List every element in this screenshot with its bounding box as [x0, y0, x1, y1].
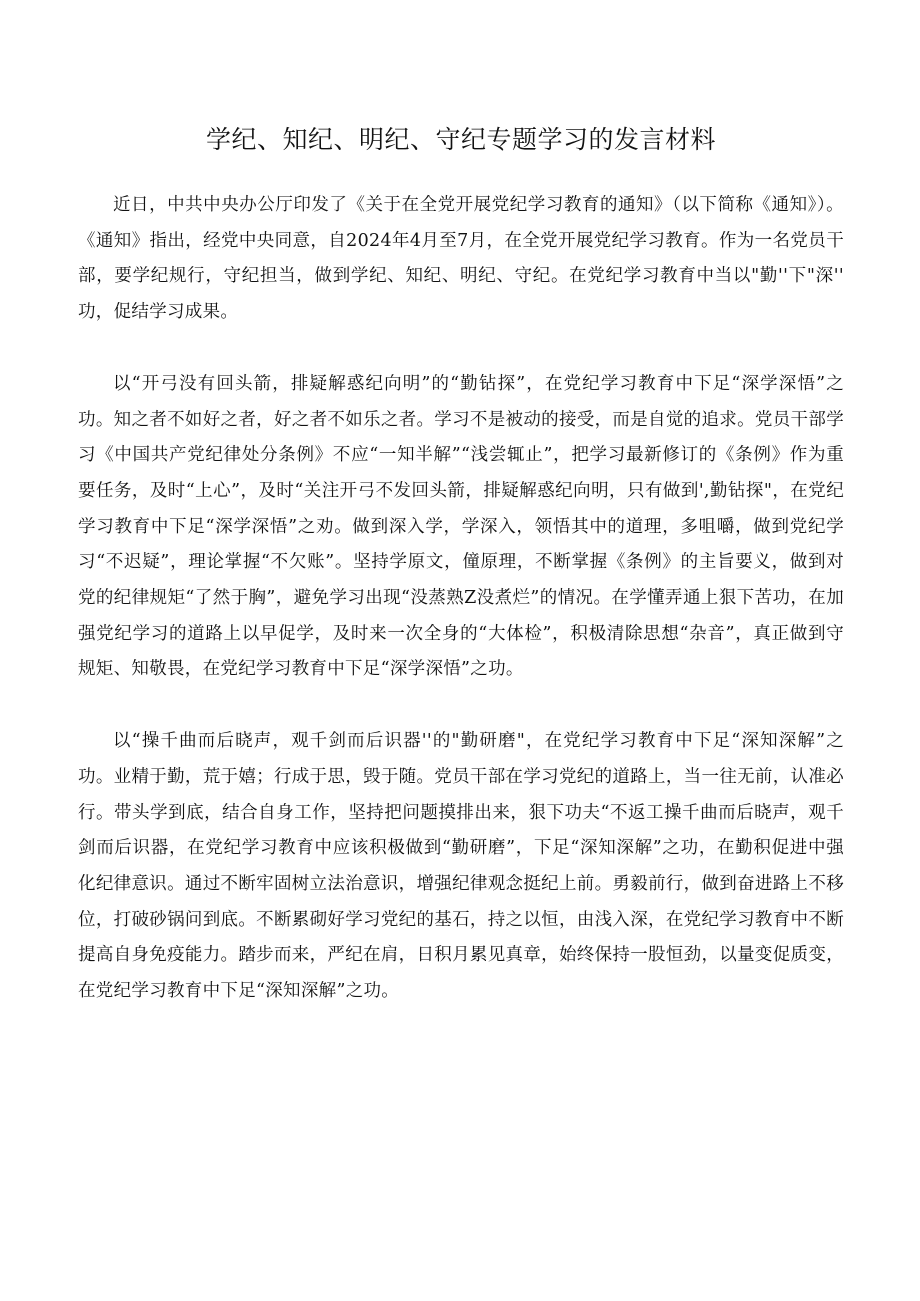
paragraph-know-deeply: 以“操千曲而后晓声，观千剑而后识器''的"勤研磨"，在党纪学习教育中下足“深知深解”之功。业精于勤，荒于嬉；行成于思，毁于随。党员干部在学习党纪的道路上，当一往无前，认准必行。带头学到底，结合自身工作，坚持把问题摸排出来，狠下功夫“不返工操千曲而后晓声，观千剑而后识器，在党纪学习教育中应该积极做到“勤研磨”，下足“深知深解”之功，在勤积促进中强化纪律意识。通过不断牢固树立法治意识，增强纪律观念挺纪上前。勇毅前行，做到奋进路上不移位，打破砂锅问到底。不断累砌好学习党纪的基石，持之以恒，由浅入深，在党纪学习教育中不断提高自身免疫能力。踏步而来，严纪在肩，日积月累见真章，始终保持一股恒劲，以量变促质变，在党纪学习教育中下足“深知深解”之功。 — [78, 731, 844, 1002]
paragraph-study-deeply: 以“开弓没有回头箭，排疑解惑纪向明”的“勤钻探”，在党纪学习教育中下足“深学深悟”之功。知之者不如好之者，好之者不如乐之者。学习不是被动的接受，而是自觉的追求。党员干部学习《中国共产党纪律处分条例》不应“一知半解”“浅尝辄止”，把学习最新修订的《条例》作为重要任务，及时“上心”，及时“关注开弓不发回头箭，排疑解惑纪向明，只有做到',勤钻探"，在党纪学习教育中下足“深学深悟”之劝。做到深入学，学深入，领悟其中的道理，多咀嚼，做到党纪学习“不迟疑”，理论掌握“不欠账”。坚持学原文，僮原理，不断掌握《条例》的主旨要义，做到对党的纪律规矩“了然于胸”，避免学习出现“没蒸熟Z没煮烂”的情况。在学懂弄通上狠下苦功，在加强党纪学习的道路上以早促学，及时来一次全身的“大体检”，积极清除思想“杂音”，真正做到守规矩、知敬畏，在党纪学习教育中下足“深学深悟”之功。 — [78, 373, 844, 680]
paragraph-intro: 近日，中共中央办公厅印发了《关于在全党开展党纪学习教育的通知》（以下简称《通知》）。《通知》指出，经党中央同意，自2024年4月至7月，在全党开展党纪学习教育。作为一名党员干部，要学纪规行，守纪担当，做到学纪、知纪、明纪、守纪。在党纪学习教育中当以"勤''下"深'' 功，促结学习成果。 — [78, 195, 844, 323]
document-page — [78, 112, 844, 1010]
document-title: 学纪、知纪、明纪、守纪专题学习的发言材料 — [205, 125, 716, 154]
